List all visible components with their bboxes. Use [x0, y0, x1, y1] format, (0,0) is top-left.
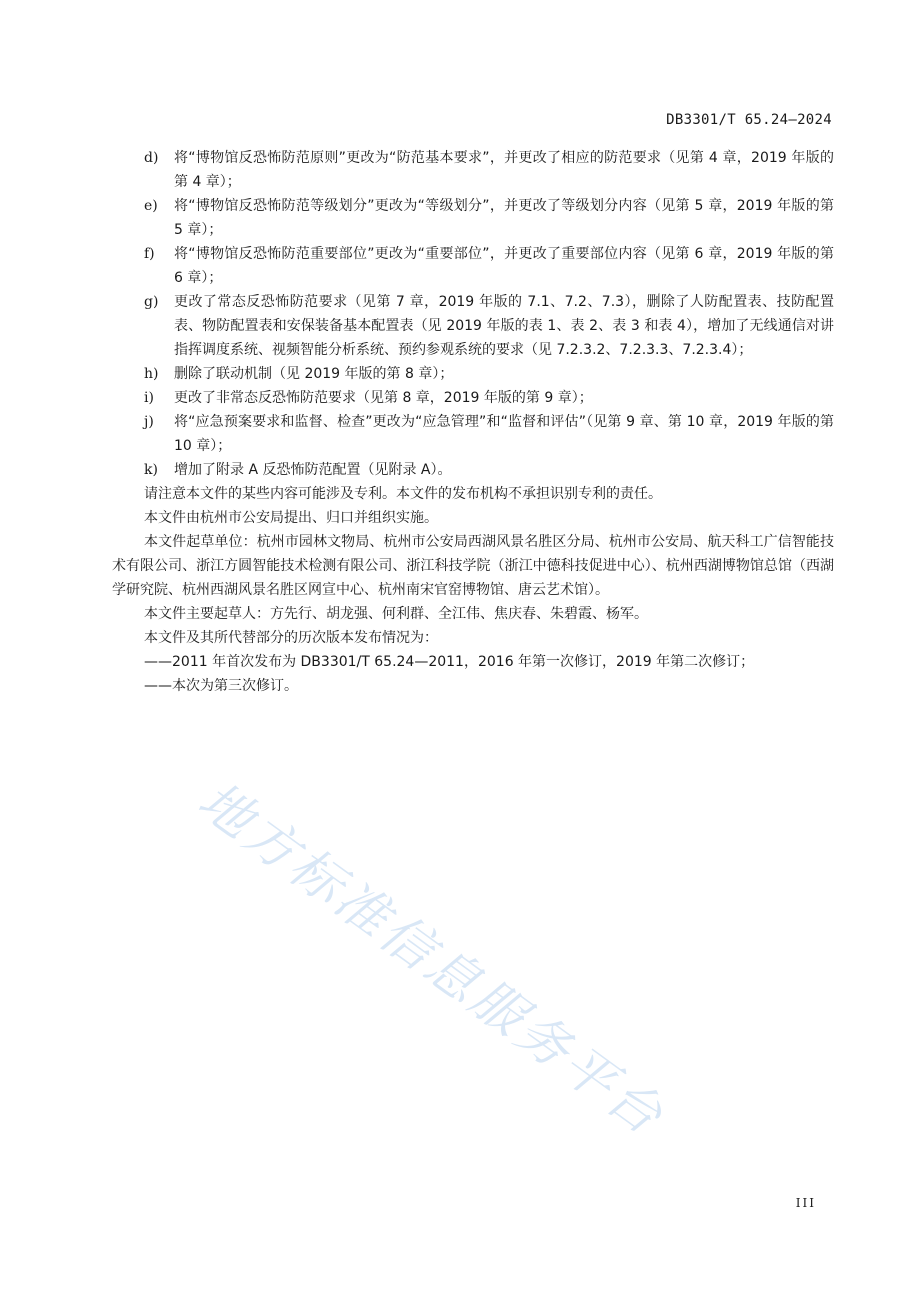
- list-marker: k): [144, 462, 158, 478]
- list-item-text: 将“博物馆反恐怖防范重要部位”更改为“重要部位”，并更改了重要部位内容（见第 6 章，2019 年版的第 6 章）；: [174, 246, 834, 286]
- list-item-text: 将“博物馆反恐怖防范原则”更改为“防范基本要求”，并更改了相应的防范要求（见第 4 章，2019 年版的第 4 章）；: [174, 150, 834, 190]
- list-marker: e): [144, 198, 158, 214]
- history-item: ——本次为第三次修订。: [144, 678, 298, 694]
- list-item: [112, 458, 834, 482]
- list-item-text: 删除了联动机制（见 2019 年版的第 8 章）；: [174, 366, 454, 382]
- list-marker: g): [144, 294, 159, 310]
- list-marker: f): [144, 246, 155, 262]
- drafting-units: 本文件起草单位：杭州市园林文物局、杭州市公安局西湖风景名胜区分局、杭州市公安局、航天科工广信智能技术有限公司、浙江方圆智能技术检测有限公司、浙江科技学院（浙江中德科技促进中心）、杭州西湖博物馆总馆（西湖学研究院、杭州西湖风景名胜区网宣中心、杭州南宋官窑博物馆、唐云艺术馆）。: [112, 534, 834, 598]
- change-list: [112, 146, 834, 482]
- list-item: [112, 386, 834, 410]
- list-item-text: 将“应急预案要求和监督、检查”更改为“应急管理”和“监督和评估”（见第 9 章、第 10 章，2019 年版的第 10 章）；: [174, 414, 834, 454]
- list-item-text: 增加了附录 A 反恐怖防范配置（见附录 A）。: [174, 462, 452, 478]
- list-item-text: 将“博物馆反恐怖防范等级划分”更改为“等级划分”，并更改了等级划分内容（见第 5 章，2019 年版的第 5 章）；: [174, 198, 834, 238]
- page-content: [112, 146, 834, 698]
- watermark: 地方标准信息服务平台: [187, 770, 676, 1149]
- document-code: DB3301/T 65.24—2024: [666, 112, 832, 128]
- list-item-text: 更改了非常态反恐怖防范要求（见第 8 章，2019 年版的第 9 章）；: [174, 390, 593, 406]
- version-history-intro: 本文件及其所代替部分的历次版本发布情况为：: [144, 630, 438, 646]
- patent-notice: 请注意本文件的某些内容可能涉及专利。本文件的发布机构不承担识别专利的责任。: [144, 486, 662, 502]
- list-marker: i): [144, 390, 154, 406]
- list-item-text: 更改了常态反恐怖防范要求（见第 7 章，2019 年版的 7.1、7.2、7.3），删除了人防配置表、技防配置表、物防配置表和安保装备基本配置表（见 2019 年版的表 1、表 2、表 3 和表 4），增加了无线通信对讲指挥调度系统、视频智能分析系统、预约参观系统的要求（见 7.2.3.2、7.2.3.3、7.2.3.4）；: [174, 294, 834, 358]
- list-item: [112, 194, 834, 242]
- list-item: [112, 362, 834, 386]
- list-item: [112, 146, 834, 194]
- page-number: III: [795, 1196, 816, 1210]
- list-item: [112, 410, 834, 458]
- list-marker: h): [144, 366, 159, 382]
- proposer-statement: 本文件由杭州市公安局提出、归口并组织实施。: [144, 510, 438, 526]
- history-item: ——2011 年首次发布为 DB3301/T 65.24—2011，2016 年第一次修订，2019 年第二次修订；: [144, 654, 755, 670]
- main-drafters: 本文件主要起草人：方先行、胡龙强、何利群、全江伟、焦庆春、朱碧霞、杨军。: [144, 606, 648, 622]
- list-item: [112, 290, 834, 362]
- list-item: [112, 242, 834, 290]
- list-marker: d): [144, 150, 159, 166]
- list-marker: j): [144, 414, 154, 430]
